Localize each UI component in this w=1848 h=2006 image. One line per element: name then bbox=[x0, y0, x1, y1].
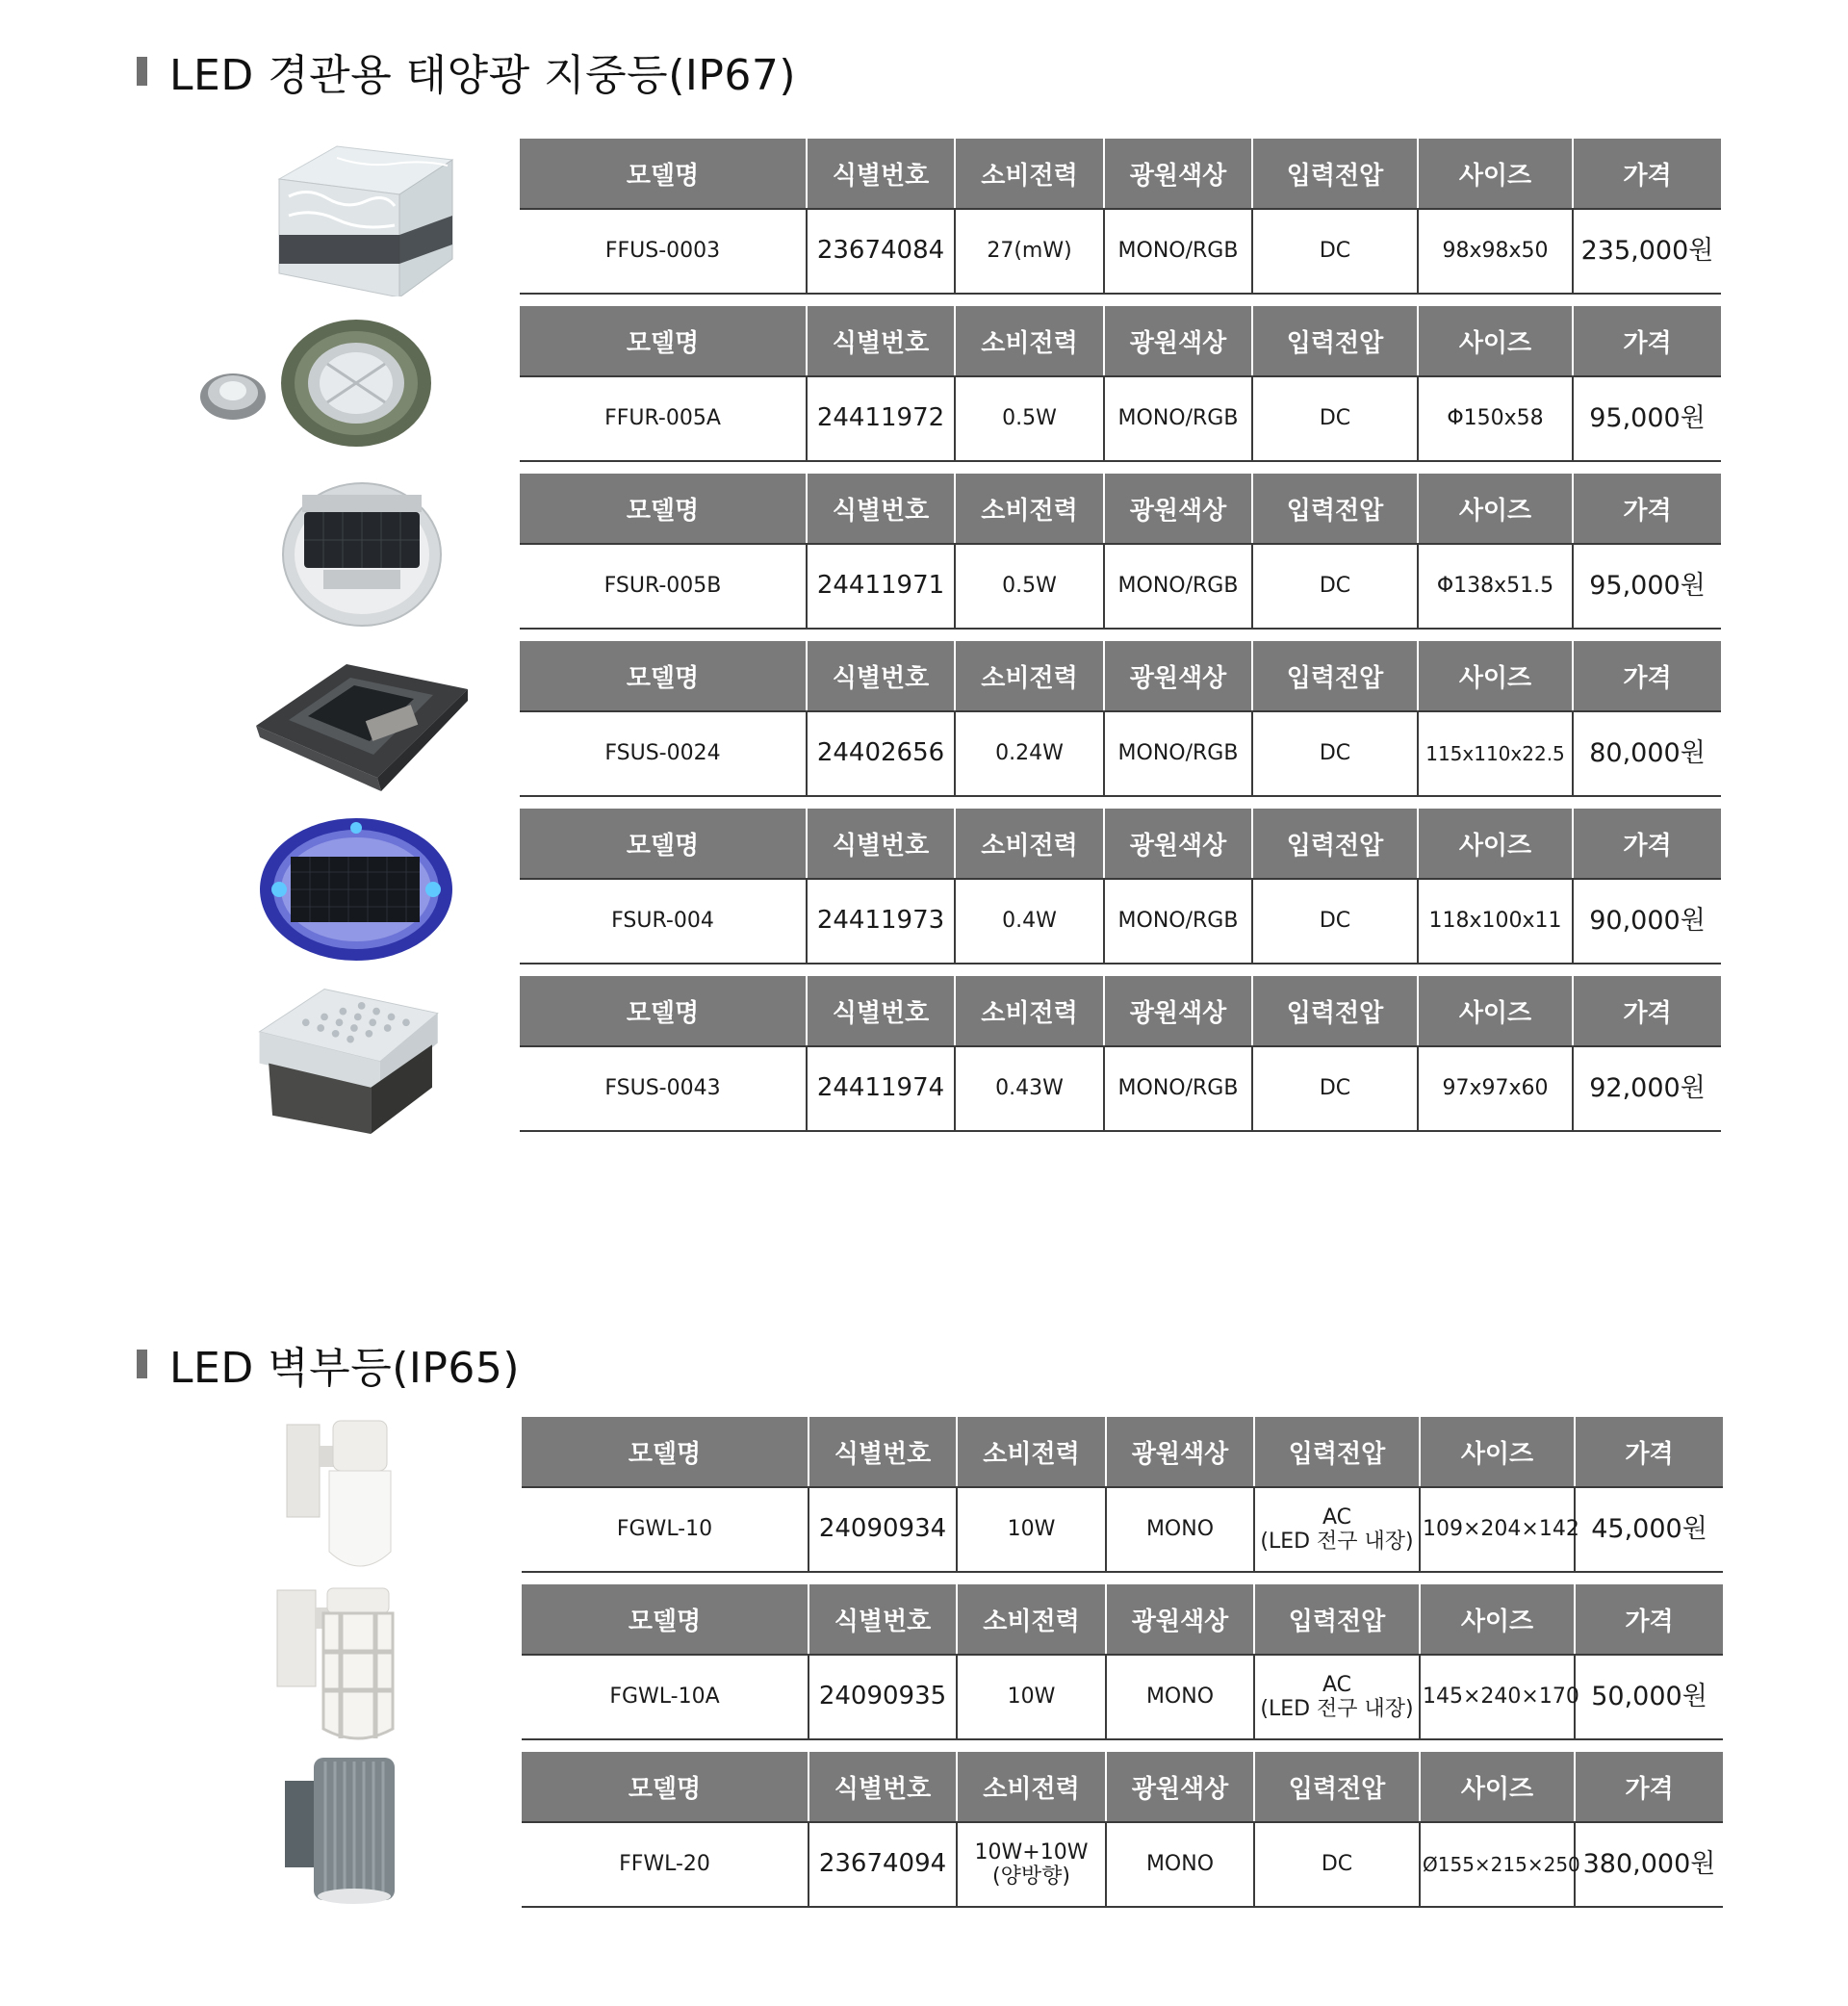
cell-model: FFUS-0003 bbox=[520, 209, 807, 294]
header-color: 광원색상 bbox=[1104, 474, 1252, 544]
header-power: 소비전력 bbox=[957, 1417, 1106, 1487]
header-id: 식별번호 bbox=[807, 976, 955, 1046]
header-model: 모델명 bbox=[520, 306, 807, 376]
cell-model: FGWL-10 bbox=[522, 1487, 808, 1572]
spec-table bbox=[520, 809, 1721, 964]
cell-color: MONO/RGB bbox=[1104, 544, 1252, 629]
cell-voltage bbox=[1254, 1822, 1420, 1907]
voltage-value: AC bbox=[1322, 1504, 1352, 1530]
cell-size: 109×204×142 bbox=[1420, 1487, 1575, 1572]
cell-id: 24090934 bbox=[808, 1487, 957, 1572]
table-row bbox=[520, 209, 1721, 294]
cylinder-wall-lamp-icon bbox=[279, 1752, 404, 1910]
cell-power bbox=[957, 1822, 1106, 1907]
cell-price: 95,000원 bbox=[1573, 544, 1721, 629]
round-ground-light-icon bbox=[192, 306, 443, 464]
cell-price: 45,000원 bbox=[1575, 1487, 1723, 1572]
table-header-row bbox=[522, 1417, 1723, 1487]
solar-road-stud-icon bbox=[250, 641, 481, 799]
power-note: (양방향) bbox=[992, 1865, 1070, 1889]
header-model: 모델명 bbox=[520, 139, 807, 209]
cell-id: 24402656 bbox=[807, 711, 955, 796]
cell-color: MONO bbox=[1106, 1487, 1254, 1572]
header-size: 사이즈 bbox=[1418, 809, 1573, 879]
header-id: 식별번호 bbox=[807, 306, 955, 376]
header-price: 가격 bbox=[1575, 1584, 1723, 1655]
table-row bbox=[520, 544, 1721, 629]
spec-table bbox=[520, 139, 1721, 295]
header-size: 사이즈 bbox=[1418, 139, 1573, 209]
table-header-row bbox=[520, 976, 1721, 1046]
header-voltage: 입력전압 bbox=[1252, 976, 1418, 1046]
cell-model: FGWL-10A bbox=[522, 1655, 808, 1739]
header-price: 가격 bbox=[1573, 976, 1721, 1046]
cell-voltage: DC bbox=[1252, 879, 1418, 964]
header-power: 소비전력 bbox=[955, 976, 1104, 1046]
cell-power: 27(mW) bbox=[955, 209, 1104, 294]
cell-id: 24411972 bbox=[807, 376, 955, 461]
table-header-row bbox=[522, 1752, 1723, 1822]
cell-size: 97x97x60 bbox=[1418, 1046, 1573, 1131]
header-size: 사이즈 bbox=[1418, 306, 1573, 376]
caged-wall-lamp-icon bbox=[271, 1584, 416, 1742]
power-value: 10W bbox=[1007, 1685, 1056, 1710]
glass-brick-light-icon bbox=[270, 139, 462, 296]
cell-model: FSUS-0024 bbox=[520, 711, 807, 796]
cell-color: MONO/RGB bbox=[1104, 879, 1252, 964]
header-size: 사이즈 bbox=[1420, 1417, 1575, 1487]
header-model: 모델명 bbox=[522, 1752, 808, 1822]
cell-power: 0.24W bbox=[955, 711, 1104, 796]
product-row bbox=[0, 1584, 1848, 1742]
cell-power bbox=[957, 1487, 1106, 1572]
header-voltage: 입력전압 bbox=[1254, 1752, 1420, 1822]
header-id: 식별번호 bbox=[808, 1584, 957, 1655]
product-row bbox=[0, 1417, 1848, 1575]
header-model: 모델명 bbox=[522, 1417, 808, 1487]
header-model: 모델명 bbox=[520, 641, 807, 711]
table-header-row bbox=[520, 641, 1721, 711]
voltage-note: (LED 전구 내장) bbox=[1260, 1530, 1414, 1554]
cell-id: 23674094 bbox=[808, 1822, 957, 1907]
header-price: 가격 bbox=[1573, 474, 1721, 544]
header-id: 식별번호 bbox=[808, 1752, 957, 1822]
spec-table bbox=[520, 306, 1721, 462]
cell-model: FSUR-005B bbox=[520, 544, 807, 629]
header-size: 사이즈 bbox=[1420, 1584, 1575, 1655]
header-id: 식별번호 bbox=[807, 641, 955, 711]
product-row bbox=[0, 1752, 1848, 1910]
cell-voltage bbox=[1254, 1655, 1420, 1739]
table-header-row bbox=[520, 474, 1721, 544]
cell-voltage: DC bbox=[1252, 711, 1418, 796]
header-voltage: 입력전압 bbox=[1254, 1417, 1420, 1487]
spec-table bbox=[520, 976, 1721, 1132]
table-row bbox=[520, 711, 1721, 796]
cell-id: 23674084 bbox=[807, 209, 955, 294]
cell-price: 90,000원 bbox=[1573, 879, 1721, 964]
cell-color: MONO/RGB bbox=[1104, 1046, 1252, 1131]
section-title-wall bbox=[137, 1333, 520, 1395]
cell-voltage bbox=[1254, 1487, 1420, 1572]
solar-disc-light-icon bbox=[270, 474, 462, 631]
header-price: 가격 bbox=[1573, 306, 1721, 376]
cell-size: 118x100x11 bbox=[1418, 879, 1573, 964]
section-title-inground bbox=[137, 40, 796, 102]
cell-voltage: DC bbox=[1252, 209, 1418, 294]
cell-model: FFUR-005A bbox=[520, 376, 807, 461]
title-bullet bbox=[137, 57, 147, 86]
product-row bbox=[0, 976, 1848, 1134]
cell-price: 80,000원 bbox=[1573, 711, 1721, 796]
header-model: 모델명 bbox=[522, 1584, 808, 1655]
table-header-row bbox=[520, 139, 1721, 209]
voltage-value: AC bbox=[1322, 1672, 1352, 1697]
cell-id: 24090935 bbox=[808, 1655, 957, 1739]
table-row bbox=[520, 376, 1721, 461]
cell-size: 98x98x50 bbox=[1418, 209, 1573, 294]
header-size: 사이즈 bbox=[1420, 1752, 1575, 1822]
table-header-row bbox=[522, 1584, 1723, 1655]
cell-id: 24411973 bbox=[807, 879, 955, 964]
header-color: 광원색상 bbox=[1104, 139, 1252, 209]
section-heading: LED 벽부등(IP65) bbox=[169, 1344, 521, 1393]
spec-table bbox=[522, 1417, 1723, 1573]
header-power: 소비전력 bbox=[955, 139, 1104, 209]
cell-power: 0.5W bbox=[955, 376, 1104, 461]
table-row bbox=[522, 1655, 1723, 1739]
voltage-note: (LED 전구 내장) bbox=[1260, 1697, 1414, 1721]
title-bullet bbox=[137, 1350, 147, 1378]
cell-voltage: DC bbox=[1252, 376, 1418, 461]
header-size: 사이즈 bbox=[1418, 641, 1573, 711]
header-id: 식별번호 bbox=[807, 474, 955, 544]
cell-voltage: DC bbox=[1252, 1046, 1418, 1131]
header-power: 소비전력 bbox=[957, 1752, 1106, 1822]
white-wall-lamp-icon bbox=[279, 1417, 414, 1575]
header-id: 식별번호 bbox=[808, 1417, 957, 1487]
product-row bbox=[0, 809, 1848, 966]
table-row bbox=[520, 879, 1721, 964]
spec-table bbox=[520, 474, 1721, 630]
header-power: 소비전력 bbox=[957, 1584, 1106, 1655]
voltage-value: DC bbox=[1321, 1852, 1353, 1877]
led-brick-light-icon bbox=[246, 976, 458, 1134]
cell-size: Φ150x58 bbox=[1418, 376, 1573, 461]
spec-table bbox=[520, 641, 1721, 797]
table-header-row bbox=[520, 809, 1721, 879]
cell-id: 24411971 bbox=[807, 544, 955, 629]
power-value: 10W bbox=[1007, 1517, 1056, 1542]
header-voltage: 입력전압 bbox=[1252, 641, 1418, 711]
spec-table bbox=[522, 1752, 1723, 1908]
header-size: 사이즈 bbox=[1418, 474, 1573, 544]
cell-model: FSUR-004 bbox=[520, 879, 807, 964]
cell-size: Ø155×215×250 bbox=[1420, 1822, 1575, 1907]
header-power: 소비전력 bbox=[955, 474, 1104, 544]
cell-model: FFWL-20 bbox=[522, 1822, 808, 1907]
header-color: 광원색상 bbox=[1104, 809, 1252, 879]
table-row bbox=[522, 1487, 1723, 1572]
header-voltage: 입력전압 bbox=[1254, 1584, 1420, 1655]
cell-color: MONO/RGB bbox=[1104, 376, 1252, 461]
spec-table bbox=[522, 1584, 1723, 1740]
cell-power: 0.43W bbox=[955, 1046, 1104, 1131]
header-model: 모델명 bbox=[520, 976, 807, 1046]
header-power: 소비전력 bbox=[955, 641, 1104, 711]
product-row bbox=[0, 306, 1848, 464]
cell-price: 50,000원 bbox=[1575, 1655, 1723, 1739]
header-color: 광원색상 bbox=[1106, 1417, 1254, 1487]
header-price: 가격 bbox=[1573, 139, 1721, 209]
cell-power: 0.4W bbox=[955, 879, 1104, 964]
header-power: 소비전력 bbox=[955, 306, 1104, 376]
header-model: 모델명 bbox=[520, 809, 807, 879]
cell-price: 380,000원 bbox=[1575, 1822, 1723, 1907]
cell-color: MONO bbox=[1106, 1822, 1254, 1907]
header-voltage: 입력전압 bbox=[1252, 139, 1418, 209]
header-model: 모델명 bbox=[520, 474, 807, 544]
cell-size: Φ138x51.5 bbox=[1418, 544, 1573, 629]
cell-color: MONO bbox=[1106, 1655, 1254, 1739]
cell-price: 235,000원 bbox=[1573, 209, 1721, 294]
header-color: 광원색상 bbox=[1104, 641, 1252, 711]
header-id: 식별번호 bbox=[807, 809, 955, 879]
header-price: 가격 bbox=[1575, 1417, 1723, 1487]
power-value: 10W+10W bbox=[974, 1839, 1089, 1865]
header-color: 광원색상 bbox=[1106, 1584, 1254, 1655]
section-heading: LED 경관용 태양광 지중등(IP67) bbox=[169, 51, 797, 100]
cell-color: MONO/RGB bbox=[1104, 209, 1252, 294]
header-voltage: 입력전압 bbox=[1252, 306, 1418, 376]
cell-power: 0.5W bbox=[955, 544, 1104, 629]
header-color: 광원색상 bbox=[1106, 1752, 1254, 1822]
header-id: 식별번호 bbox=[807, 139, 955, 209]
cell-id: 24411974 bbox=[807, 1046, 955, 1131]
product-row bbox=[0, 139, 1848, 296]
product-row bbox=[0, 474, 1848, 631]
cell-model: FSUS-0043 bbox=[520, 1046, 807, 1131]
cell-price: 92,000원 bbox=[1573, 1046, 1721, 1131]
header-power: 소비전력 bbox=[955, 809, 1104, 879]
table-row bbox=[522, 1822, 1723, 1907]
header-voltage: 입력전압 bbox=[1252, 809, 1418, 879]
table-row bbox=[520, 1046, 1721, 1131]
table-header-row bbox=[520, 306, 1721, 376]
cell-size: 115x110x22.5 bbox=[1418, 711, 1573, 796]
blue-solar-stud-icon bbox=[250, 809, 462, 966]
header-color: 광원색상 bbox=[1104, 306, 1252, 376]
cell-price: 95,000원 bbox=[1573, 376, 1721, 461]
header-size: 사이즈 bbox=[1418, 976, 1573, 1046]
header-price: 가격 bbox=[1573, 641, 1721, 711]
header-color: 광원색상 bbox=[1104, 976, 1252, 1046]
cell-voltage: DC bbox=[1252, 544, 1418, 629]
cell-power bbox=[957, 1655, 1106, 1739]
header-price: 가격 bbox=[1575, 1752, 1723, 1822]
cell-size: 145×240×170 bbox=[1420, 1655, 1575, 1739]
header-price: 가격 bbox=[1573, 809, 1721, 879]
header-voltage: 입력전압 bbox=[1252, 474, 1418, 544]
product-row bbox=[0, 641, 1848, 799]
cell-color: MONO/RGB bbox=[1104, 711, 1252, 796]
